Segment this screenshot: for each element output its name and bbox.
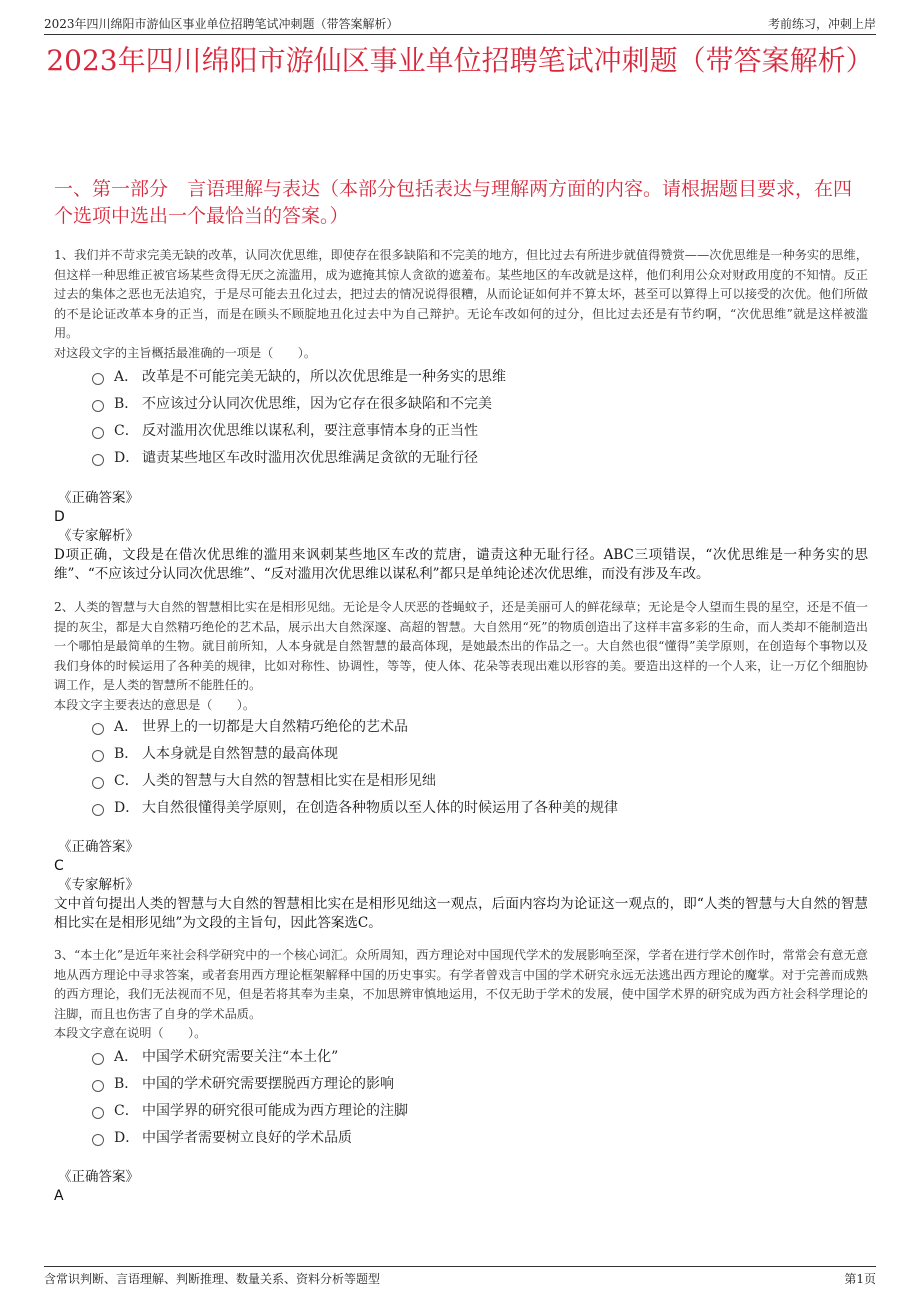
answer-label: 《正确答案》 (58, 839, 139, 855)
radio-icon[interactable] (92, 400, 104, 412)
question-1-option-b[interactable]: B． 不应该过分认同次优思维，因为它存在很多缺陷和不完美 (92, 389, 860, 416)
analysis-text: 文中首句提出人类的智慧与大自然的智慧相比实在是相形见绌这一观点，后面内容均为论证这一观点的，即“人类的智慧与大自然的智慧相比实在是相形见绌”为文段的主旨句，因此答案选C。 (54, 896, 868, 931)
radio-icon[interactable] (92, 777, 104, 789)
question-1-option-d[interactable]: D． 谴责某些地区车改时滥用次优思维满足贪欲的无耻行径 (92, 443, 860, 470)
answer-value: C (54, 858, 64, 874)
question-3-option-a[interactable]: A． 中国学术研究需要关注“本土化” (92, 1042, 860, 1069)
radio-icon[interactable] (92, 373, 104, 385)
radio-icon[interactable] (92, 1053, 104, 1065)
radio-icon[interactable] (92, 750, 104, 762)
question-1-option-c[interactable]: C． 反对滥用次优思维以谋私利，要注意事情本身的正当性 (92, 416, 860, 443)
question-2-option-a[interactable]: A． 世界上的一切都是大自然精巧绝伦的艺术品 (92, 712, 860, 739)
question-1-text: 1、我们并不苛求完美无缺的改革，认同次优思维，即使存在很多缺陷和不完美的地方，但比过去有所进步就值得赞赏——次优思维是一种务实的思维，但这样一种思维正被官场某些贪得无厌之流滥用，成为遮掩其惊人贪欲的遮羞布。某些地区的车改就是这样，他们利用公众对财政用度的不知情。反正过去的集体之恶也无法追究，于是尽可能去丑化过去，把过去的情况说得很糟，从而论证如何并不算太坏，甚至可以算得上可以接受的次优。他们所做的不是论证改革本身的正当，而是在顾头不顾腚地丑化过去中为自己辩护。无论车改如何的过分，但比过去还是有节约啊，“次优思维”就是这样被滥用。 (54, 248, 868, 340)
radio-icon[interactable] (92, 723, 104, 735)
question-2-option-d[interactable]: D． 大自然很懂得美学原则，在创造各种物质以至人体的时候运用了各种美的规律 (92, 793, 860, 820)
analysis-label: 《专家解析》 (58, 877, 139, 893)
question-3-option-c[interactable]: C． 中国学界的研究很可能成为西方理论的注脚 (92, 1096, 860, 1123)
header-right-text: 考前练习，冲刺上岸 (767, 17, 876, 31)
document-title: 2023年四川绵阳市游仙区事业单位招聘笔试冲刺题（带答案解析） (46, 44, 874, 77)
radio-icon[interactable] (92, 1080, 104, 1092)
question-1-prompt: 对这段文字的主旨概括最准确的一项是（ ）。 (54, 345, 317, 360)
radio-icon[interactable] (92, 1134, 104, 1146)
page-header (44, 10, 876, 35)
question-3-text: 3、“本土化”是近年来社会科学研究中的一个核心词汇。众所周知，西方理论对中国现代学术的发展影响至深，学者在进行学术创作时，常常会有意无意地从西方理论中寻求答案，或者套用西方理论框架解释中国的历史事实。有学者曾戏言中国的学术研究永远无法逃出西方理论的魔掌。对于完善而成熟的西方理论，我们无法视而不见，但是若将其奉为圭臬，不加思辨审慎地运用，不仅无助于学术的发展，使中国学术界的研究成为西方社会科学理论的注脚，而且也伤害了自身的学术品质。 (54, 948, 868, 1021)
radio-icon[interactable] (92, 427, 104, 439)
question-3 (54, 946, 868, 1044)
question-1-options (92, 362, 860, 470)
analysis-label: 《专家解析》 (58, 528, 139, 544)
section-heading: 一、第一部分 言语理解与表达（本部分包括表达与理解两方面的内容。请根据题目要求，在四个选项中选出一个最恰当的答案。） (54, 178, 853, 227)
page-number: 第1页 (844, 1272, 876, 1286)
question-1-answer-block (54, 489, 868, 584)
header-left-text: 2023年四川绵阳市游仙区事业单位招聘笔试冲刺题（带答案解析） (44, 17, 399, 31)
analysis-text: D项正确，文段是在借次优思维的滥用来讽刺某些地区车改的荒唐，谴责这种无耻行径。ABC三项错误，“次优思维是一种务实的思维”、“不应该过分认同次优思维”、“反对滥用次优思维以谋私利”都只是单纯论述次优思维，而没有涉及车改。 (54, 547, 868, 582)
question-1-option-a[interactable]: A． 改革是不可能完美无缺的，所以次优思维是一种务实的思维 (92, 362, 860, 389)
radio-icon[interactable] (92, 454, 104, 466)
question-2-option-b[interactable]: B． 人本身就是自然智慧的最高体现 (92, 739, 860, 766)
question-3-answer-block (54, 1168, 868, 1206)
question-3-option-b[interactable]: B． 中国的学术研究需要摆脱西方理论的影响 (92, 1069, 860, 1096)
question-2-text: 2、人类的智慧与大自然的智慧相比实在是相形见绌。无论是令人厌恶的苍蝇蚊子，还是美丽可人的鲜花绿草；无论是令人望而生畏的星空，还是不值一提的灰尘，都是大自然精巧绝伦的艺术品，展示出大自然深邃、高超的智慧。大自然用“死”的物质创造出了这样丰富多彩的生命，而人类却不能制造出一个哪怕是最简单的生物。就目前所知，人本身就是自然智慧的最高体现，是她最杰出的作品之一。大自然也很“懂得”美学原则，在创造每个事物以及我们身体的时候运用了各种美的规律，比如对称性、协调性，等等，使人体、花朵等表现出难以形容的美。要造出这样的一个人来，让一万亿个细胞协调工作，是人类的智慧所不能胜任的。 (54, 600, 868, 692)
answer-label: 《正确答案》 (58, 1169, 139, 1185)
question-3-option-d[interactable]: D． 中国学者需要树立良好的学术品质 (92, 1123, 860, 1150)
question-3-prompt: 本段文字意在说明（ ）。 (54, 1026, 207, 1040)
question-2-answer-block (54, 838, 868, 933)
footer-left-text: 含常识判断、言语理解、判断推理、数量关系、资料分析等题型 (44, 1272, 381, 1286)
answer-value: D (54, 509, 65, 525)
answer-label: 《正确答案》 (58, 490, 139, 506)
radio-icon[interactable] (92, 804, 104, 816)
question-3-options (92, 1042, 860, 1150)
question-2-prompt: 本段文字主要表达的意思是（ ）。 (54, 697, 256, 712)
question-2 (54, 598, 868, 715)
radio-icon[interactable] (92, 1107, 104, 1119)
question-2-option-c[interactable]: C． 人类的智慧与大自然的智慧相比实在是相形见绌 (92, 766, 860, 793)
answer-value: A (54, 1188, 64, 1204)
page-footer (44, 1266, 876, 1292)
question-1 (54, 246, 868, 363)
question-2-options (92, 712, 860, 820)
